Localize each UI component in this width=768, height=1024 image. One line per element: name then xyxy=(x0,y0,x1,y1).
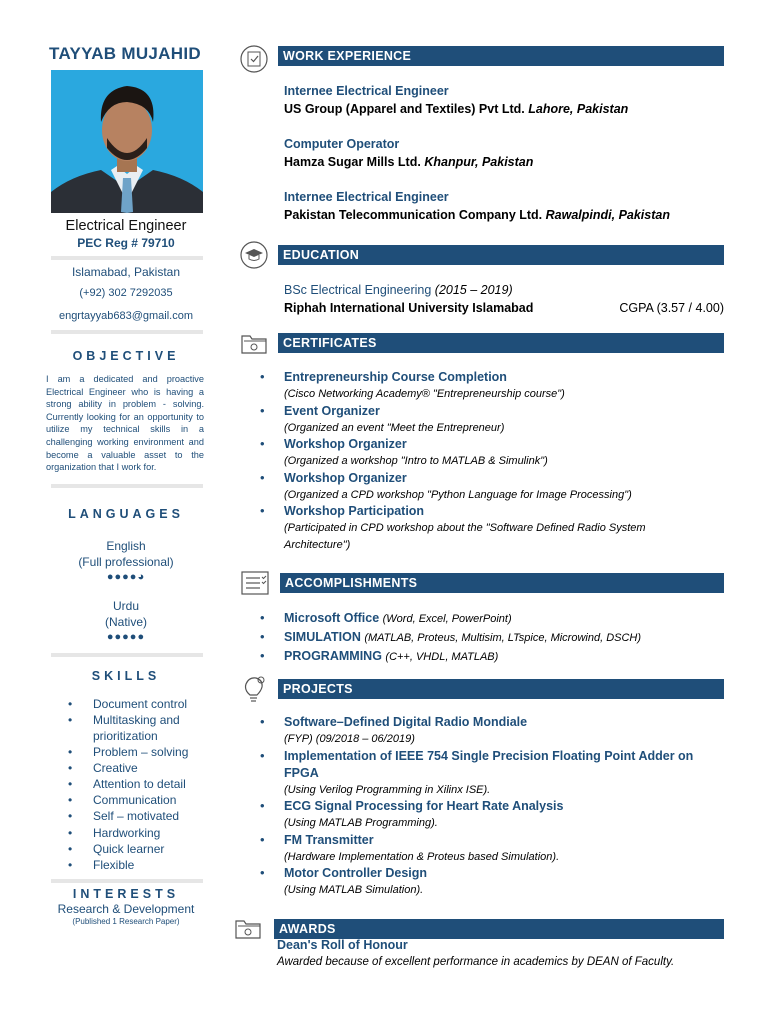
certificate-desc: (Cisco Networking Academy® "Entrepreneurship course") xyxy=(284,388,565,400)
project-desc: (FYP) (09/2018 – 06/2019) xyxy=(284,733,415,745)
education-degree: BSc Electrical Engineering (2015 – 2019) xyxy=(284,283,513,297)
skill-item: • Attention to detail xyxy=(68,776,212,792)
accomplishments-list xyxy=(284,609,724,666)
accomplishment-item: • Microsoft Office (Word, Excel, PowerPoint) xyxy=(284,609,724,628)
skill-item: • Flexible xyxy=(68,857,212,873)
language-item xyxy=(40,598,212,643)
certificate-item xyxy=(284,403,724,437)
certificate-title: • Workshop Organizer xyxy=(284,437,407,451)
projects-heading: PROJECTS xyxy=(278,679,724,699)
skill-item: • Problem – solving xyxy=(68,744,212,760)
checklist-icon xyxy=(238,568,270,598)
certificate-desc: (Organized an event "Meet the Entrepreneur) xyxy=(284,421,505,434)
divider xyxy=(51,256,203,260)
project-title: • Motor Controller Design xyxy=(284,866,428,880)
project-title: • ECG Signal Processing for Heart Rate Analysis xyxy=(284,799,564,813)
skill-item: • Creative xyxy=(68,760,212,776)
job-title: Electrical Engineer xyxy=(65,218,187,234)
project-title: • FM Transmitter xyxy=(284,832,374,847)
certificate-desc: (Organized a workshop "Intro to MATLAB & Simulink") xyxy=(284,455,548,467)
project-title: • Implementation of IEEE 754 Single Precision Floating Point Adder on FPGA xyxy=(284,748,694,780)
accomplishments-heading: ACCOMPLISHMENTS xyxy=(280,573,724,593)
lightbulb-gear-icon xyxy=(238,673,270,703)
skill-item: • Communication xyxy=(68,792,212,808)
certificate-item xyxy=(284,470,724,504)
language-level: (Full professional) xyxy=(78,554,174,569)
certificate-title: • Event Organizer xyxy=(284,403,380,418)
project-item xyxy=(284,714,724,748)
work-org: Pakistan Telecommunication Company Ltd. Rawalpindi, Pakistan xyxy=(284,208,670,222)
skills-heading: SKILLS xyxy=(91,668,161,683)
education-heading: EDUCATION xyxy=(278,245,724,265)
work-item xyxy=(284,82,724,118)
project-desc: (Using Verilog Programming in Xilinx ISE). xyxy=(284,783,491,796)
skill-item: • Hardworking xyxy=(68,825,212,841)
project-desc: (Using MATLAB Simulation). xyxy=(284,884,424,896)
award-item xyxy=(277,937,727,971)
work-org: Hamza Sugar Mills Ltd. Khanpur, Pakistan xyxy=(284,155,534,169)
skills-list xyxy=(68,696,212,873)
education-institute: Riphah International University Islamabad xyxy=(284,301,534,315)
certificate-title: • Entrepreneurship Course Completion xyxy=(284,370,507,384)
divider xyxy=(51,653,203,657)
awards-heading: AWARDS xyxy=(274,919,724,939)
certificate-item xyxy=(284,436,724,470)
projects-list xyxy=(284,714,724,899)
work-role: Internee Electrical Engineer xyxy=(284,84,449,98)
certificate-title: • Workshop Participation xyxy=(284,504,425,518)
accomplishment-item: • SIMULATION (MATLAB, Proteus, Multisim, LTspice, Microwind, DSCH) xyxy=(284,628,724,647)
language-level: (Native) xyxy=(104,614,147,629)
work-role: Internee Electrical Engineer xyxy=(284,190,449,204)
project-desc: (Using MATLAB Programming). xyxy=(284,817,438,829)
certificate-item xyxy=(284,369,724,403)
certificates-heading: CERTIFICATES xyxy=(278,333,724,353)
objective-text: I am a dedicated and proactive Electrical Engineer who is having a strong ability in problem - solving. Currently looking for an opportunity to utilize my technical skills in a challenging working environment and become a valuable asset to the organization that I work for. xyxy=(46,374,204,473)
project-title: • Software–Defined Digital Radio Mondiale xyxy=(284,715,528,729)
project-item xyxy=(284,748,724,799)
project-desc: (Hardware Implementation & Proteus based Simulation). xyxy=(284,850,560,863)
language-name: Urdu xyxy=(112,598,139,613)
email[interactable]: engrtayyab683@gmail.com xyxy=(58,310,194,322)
skill-item: • Quick learner xyxy=(68,841,212,857)
candidate-name: TAYYAB MUJAHID xyxy=(49,44,201,63)
divider xyxy=(51,330,203,334)
education-row xyxy=(284,299,724,317)
divider xyxy=(51,484,203,488)
left-column xyxy=(40,44,212,926)
right-column xyxy=(232,0,732,1024)
language-rating: ●●●●● xyxy=(106,630,146,643)
interest-item: Research & Development xyxy=(57,901,195,916)
objective-heading: OBJECTIVE xyxy=(72,349,180,363)
graduation-cap-icon xyxy=(238,240,270,270)
education-cgpa: CGPA (3.57 / 4.00) xyxy=(619,301,724,315)
interests-heading: INTERESTS xyxy=(72,886,180,901)
skill-item: • Document control xyxy=(68,696,212,712)
certificates-list xyxy=(284,369,724,553)
languages-heading: LANGUAGES xyxy=(68,506,184,521)
language-item xyxy=(40,538,212,583)
accomplishment-item: • PROGRAMMING (C++, VHDL, MATLAB) xyxy=(284,647,724,666)
language-rating: ●●●●◕ xyxy=(106,570,146,583)
work-list xyxy=(284,82,724,224)
folder-icon xyxy=(238,328,270,358)
pec-registration: PEC Reg # 79710 xyxy=(77,236,175,250)
project-item xyxy=(284,865,724,899)
interest-note: (Published 1 Research Paper) xyxy=(72,916,180,926)
certificate-item xyxy=(284,503,724,553)
skill-item: • Multitasking and prioritization xyxy=(68,712,212,744)
location: Islamabad, Pakistan xyxy=(71,265,181,279)
award-desc: Awarded because of excellent performance in academics by DEAN of Faculty. xyxy=(277,956,675,968)
folder-icon xyxy=(232,913,264,943)
certificate-title: • Workshop Organizer xyxy=(284,470,407,485)
work-org: US Group (Apparel and Textiles) Pvt Ltd. Lahore, Pakistan xyxy=(284,102,629,116)
certificate-desc: (Participated in CPD workshop about the "Software Defined Radio System Architecture") xyxy=(284,522,646,551)
phone: (+92) 302 7292035 xyxy=(79,287,173,299)
profile-photo xyxy=(51,70,203,213)
project-item xyxy=(284,798,724,832)
work-item xyxy=(284,135,724,171)
work-role: Computer Operator xyxy=(284,137,400,151)
project-item xyxy=(284,832,724,866)
award-title: Dean's Roll of Honour xyxy=(277,938,408,952)
divider xyxy=(51,879,203,883)
certificate-icon xyxy=(238,44,270,74)
work-experience-heading: WORK EXPERIENCE xyxy=(278,46,724,66)
work-item xyxy=(284,188,724,224)
language-name: English xyxy=(106,538,146,553)
education-block xyxy=(284,281,724,317)
certificate-desc: (Organized a CPD workshop "Python Language for Image Processing") xyxy=(284,488,632,501)
skill-item: • Self – motivated xyxy=(68,808,212,824)
